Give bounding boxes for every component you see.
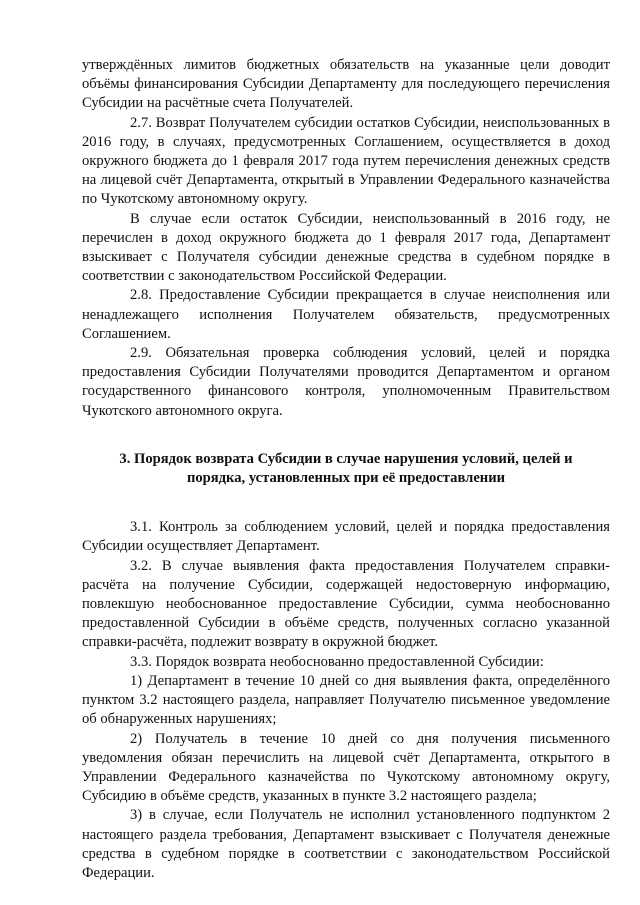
paragraph-3-3: 3.3. Порядок возврата необоснованно предоставленной Субсидии: [130,653,544,670]
document-page [82,56,610,883]
paragraph-2-7: 2.7. Возврат Получателем субсидии остатков Субсидии, неиспользованных в 2016 году, в случаях, предусмотренных Соглашением, осуществляется в доход окружного бюджета до 1 февраля 2017 года путем перечисления денежных средств на лицевой счёт Департамента, открытый в Управлении Федерального казначейства по Чукотскому автономному округу. [82,114,610,208]
paragraph-2-7-remainder: В случае если остаток Субсидии, неиспользованный в 2016 году, не перечислен в доход окружного бюджета до 1 февраля 2017 года, Департамент взыскивает с Получателя субсидии денежные средства в судебном порядке в соответствии с законодательством Российской Федерации. [82,210,610,285]
list-item-2: 2) Получатель в течение 10 дней со дня получения письменного уведомления обязан перечислить на лицевой счёт Департамента, открытого в Управлении Федерального казначейства по Чукотскому автономному округу, Субсидию в объёме средств, указанных в пункте 3.2 настоящего раздела; [82,730,610,805]
paragraph-2-8: 2.8. Предоставление Субсидии прекращается в случае неисполнения или ненадлежащего исполнения Получателем обязательств, предусмотренных Соглашением. [82,287,610,342]
paragraph-continuation: утверждённых лимитов бюджетных обязательств на указанные цели доводит объёмы финансирования Субсидии Департаменту для последующего перечисления Субсидии на расчётные счета Получателей. [82,57,610,112]
list-item-3: 3) в случае, если Получатель не исполнил установленного подпунктом 2 настоящего раздела требования, Департамент взыскивает с Получателя денежные средства в судебном порядке в соответствии с законодательством Российской Федерации. [82,807,610,881]
section-3-heading: 3. Порядок возврата Субсидии в случае нарушения условий, целей и порядка, установленных при её предоставлении [119,450,573,487]
list-item-1: 1) Департамент в течение 10 дней со дня выявления факта, определённого пунктом 3.2 настоящего раздела, направляет Получателю письменное уведомление об обнаруженных нарушениях; [82,672,610,728]
paragraph-3-2: 3.2. В случае выявления факта предоставления Получателем справки-расчёта на получение Субсидии, содержащей недостоверную информацию, повлекшую необоснованное предоставление Субсидии, сумма необоснованно предоставленной Субсидии в объёме средств, полученных согласно указанной справки-расчёта, подлежит возврату в окружной бюджет. [82,557,610,651]
paragraph-2-9: 2.9. Обязательная проверка соблюдения условий, целей и порядка предоставления Субсидии Получателями проводится Департаментом и органом государственного финансового контроля, уполномоченным Правительством Чукотского автономного округа. [82,345,610,419]
paragraph-3-1: 3.1. Контроль за соблюдением условий, целей и порядка предоставления Субсидии осуществляет Департамент. [82,519,610,555]
